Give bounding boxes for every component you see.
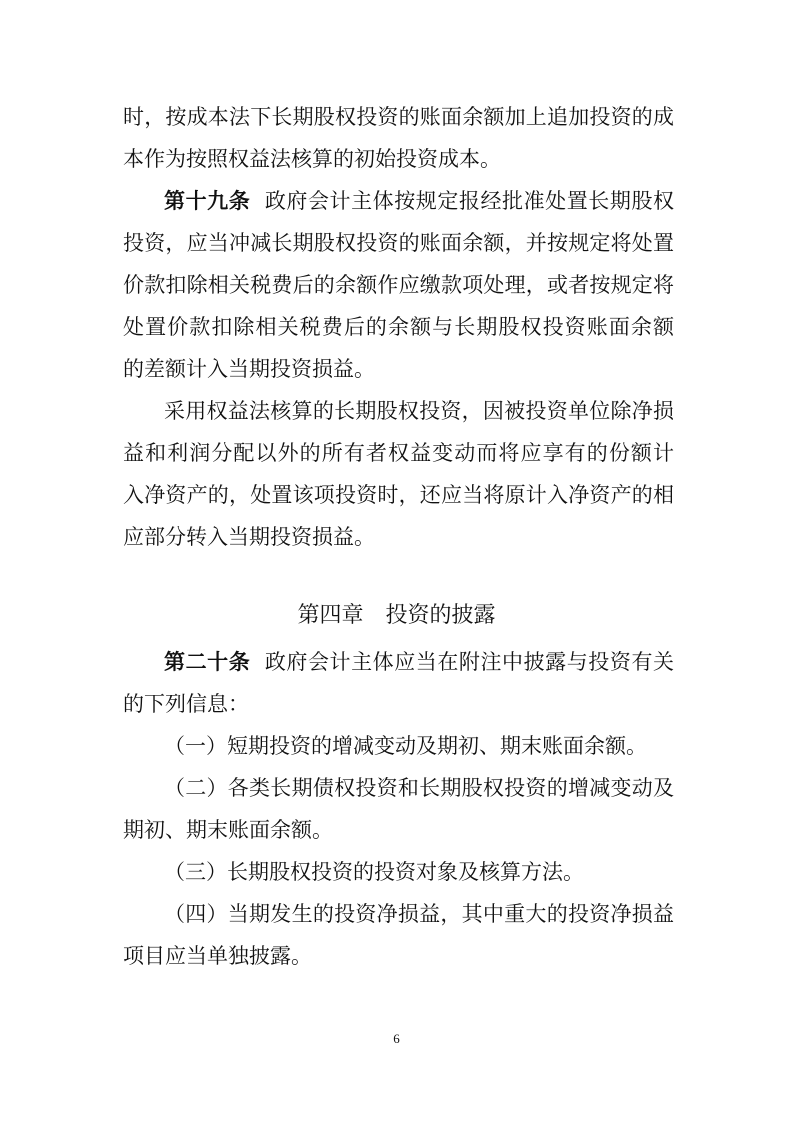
text-line: 益和利润分配以外的所有者权益变动而将应享有的份额计: [123, 441, 674, 465]
text-span: 政府会计主体应当在附注中披露与投资有关: [264, 650, 675, 674]
text-line: 入净资产的，处置该项投资时，还应当将原计入净资产的相: [123, 483, 674, 507]
chapter-heading: 第四章 投资的披露: [297, 603, 496, 628]
text-line: 本作为按照权益法核算的初始投资成本。: [123, 147, 501, 171]
article-20-label: 第二十条: [164, 650, 251, 674]
text-line: 的下列信息：: [123, 692, 249, 716]
text-line: 项目应当单独披露。: [123, 944, 312, 968]
text-span: 政府会计主体按规定报经批准处置长期股权: [264, 189, 675, 213]
list-item: （三）长期股权投资的投资对象及核算方法。: [164, 860, 584, 884]
list-item: （二）各类长期债权投资和长期股权投资的增减变动及: [164, 776, 674, 800]
text-line: 价款扣除相关税费后的余额作应缴款项处理，或者按规定将: [123, 273, 674, 297]
text-line: 采用权益法核算的长期股权投资，因被投资单位除净损: [164, 399, 674, 423]
text-line: 期初、期末账面余额。: [123, 818, 333, 842]
text-line: 应部分转入当期投资损益。: [123, 525, 375, 549]
text-line: 的差额计入当期投资损益。: [123, 357, 375, 381]
text-line: 处置价款扣除相关税费后的余额与长期股权投资账面余额: [123, 315, 674, 339]
text-line: 投资，应当冲减长期股权投资的账面余额，并按规定将处置: [123, 231, 674, 255]
article-20-first-line: [164, 649, 674, 675]
text-line: 时，按成本法下长期股权投资的账面余额加上追加投资的成: [123, 105, 674, 129]
page-number: 6: [393, 1031, 400, 1046]
list-item: （一）短期投资的增减变动及期初、期末账面余额。: [164, 734, 647, 758]
article-19-label: 第十九条: [164, 189, 251, 213]
article-19-first-line: [164, 188, 674, 214]
list-item: （四）当期发生的投资净损益，其中重大的投资净损益: [164, 902, 674, 926]
